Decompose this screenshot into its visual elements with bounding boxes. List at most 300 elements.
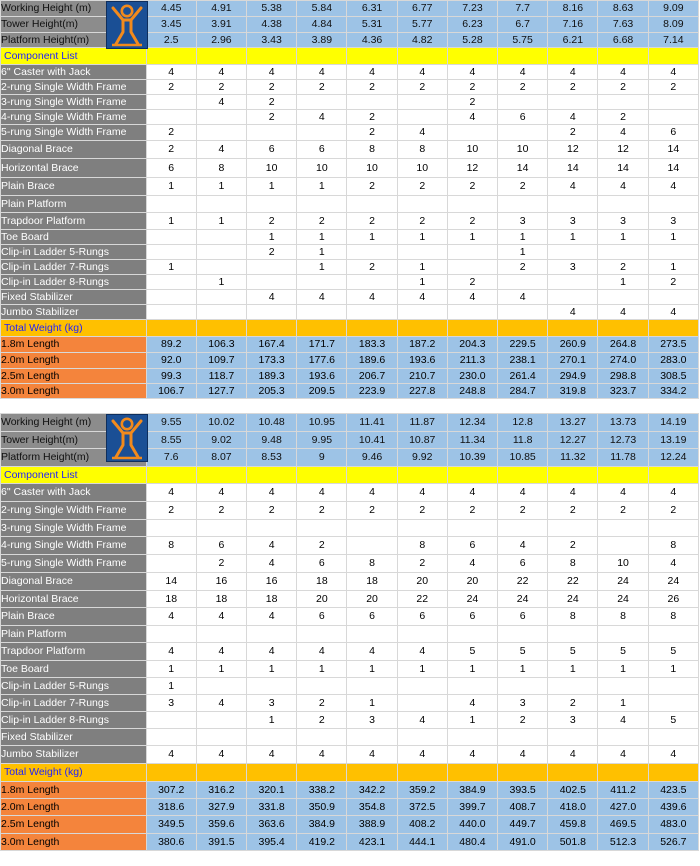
component-qty-cell: 4 [598,125,648,141]
component-qty-cell: 10 [498,141,548,159]
row-label: Jumbo Stabilizer [1,746,147,764]
component-qty-cell [146,196,196,213]
component-qty-cell: 1 [347,661,397,678]
weight-value-cell: 92.0 [146,353,196,369]
weight-value-cell: 118.7 [196,369,246,384]
component-row-4-rung-single-width-frame [1,537,699,555]
weight-value-cell: 206.7 [347,369,397,384]
component-qty-cell: 8 [548,608,598,626]
header-value-cell: 9.09 [648,1,698,17]
weight-value-cell: 411.2 [598,782,648,799]
header-value-cell: 9.02 [196,432,246,449]
weight-value-cell: 327.9 [196,799,246,816]
component-qty-cell: 20 [447,573,497,591]
length-row-2-5m-length [1,816,699,834]
weight-value-cell: 331.8 [247,799,297,816]
weight-value-cell: 395.4 [247,834,297,851]
weight-value-cell: 298.8 [598,369,648,384]
component-row-3-rung-single-width-frame [1,520,699,537]
component-qty-cell: 2 [196,80,246,95]
component-qty-cell [247,729,297,746]
component-qty-cell: 4 [196,65,246,80]
component-qty-cell: 18 [297,573,347,591]
component-qty-cell [548,95,598,110]
component-list-title: Component List [1,48,147,65]
header-value-cell: 8.63 [598,1,648,17]
component-qty-cell [347,275,397,290]
component-qty-cell [247,125,297,141]
component-qty-cell: 1 [146,178,196,196]
component-row-toe-board [1,230,699,245]
component-qty-cell: 4 [498,290,548,305]
component-row-6-caster-with-jack [1,484,699,502]
person-tower-logo-icon [106,1,148,49]
component-qty-cell: 2 [397,502,447,520]
component-qty-cell: 6 [498,110,548,125]
component-qty-cell: 8 [648,537,698,555]
component-qty-cell: 4 [247,555,297,573]
component-qty-cell: 22 [397,591,447,608]
weight-value-cell: 229.5 [498,337,548,353]
component-qty-cell: 2 [598,502,648,520]
component-title-blank [196,467,246,484]
component-qty-cell [648,729,698,746]
component-qty-cell: 14 [648,141,698,159]
row-label: 3.0m Length [1,834,147,851]
component-qty-cell [146,626,196,643]
length-row-3-0m-length [1,384,699,399]
header-value-cell: 5.84 [297,1,347,17]
component-qty-cell: 2 [297,712,347,729]
component-qty-cell [247,196,297,213]
component-qty-cell [347,305,397,320]
row-label: Diagonal Brace [1,573,147,591]
component-qty-cell: 1 [397,275,447,290]
header-value-cell: 9.55 [146,414,196,432]
weight-value-cell: 319.8 [548,384,598,399]
weight-value-cell: 307.2 [146,782,196,799]
component-qty-cell: 14 [146,573,196,591]
component-qty-cell [598,729,648,746]
weight-value-cell: 491.0 [498,834,548,851]
component-row-diagonal-brace [1,573,699,591]
weight-value-cell: 109.7 [196,353,246,369]
component-qty-cell: 4 [598,178,648,196]
component-qty-cell: 2 [297,80,347,95]
component-qty-cell [648,196,698,213]
component-title-blank [146,467,196,484]
component-qty-cell: 1 [498,245,548,260]
component-qty-cell: 4 [498,537,548,555]
component-qty-cell: 2 [146,502,196,520]
component-qty-cell: 2 [447,502,497,520]
component-qty-cell: 6 [447,537,497,555]
component-qty-cell [146,245,196,260]
component-row-trapdoor-platform [1,643,699,661]
row-label: 4-rung Single Width Frame [1,110,147,125]
component-qty-cell: 2 [447,80,497,95]
component-qty-cell [548,290,598,305]
weight-value-cell: 283.0 [648,353,698,369]
weight-value-cell: 342.2 [347,782,397,799]
component-qty-cell: 14 [548,159,598,178]
component-title-blank [247,48,297,65]
weight-value-cell: 408.2 [397,816,447,834]
component-qty-cell [247,520,297,537]
component-row-plain-platform [1,196,699,213]
component-qty-cell: 2 [498,80,548,95]
row-label: Tower Height(m) [1,432,147,449]
component-qty-cell: 3 [548,260,598,275]
header-value-cell: 10.48 [247,414,297,432]
component-qty-cell: 3 [598,213,648,230]
component-qty-cell: 8 [146,537,196,555]
component-qty-cell: 4 [297,746,347,764]
weight-value-cell: 359.2 [397,782,447,799]
header-value-cell: 12.24 [648,449,698,467]
component-title-blank [347,467,397,484]
component-qty-cell [548,245,598,260]
component-qty-cell: 4 [598,65,648,80]
weight-value-cell: 167.4 [247,337,297,353]
component-qty-cell: 2 [548,537,598,555]
component-qty-cell: 1 [498,661,548,678]
component-qty-cell [196,230,246,245]
component-row-toe-board [1,661,699,678]
header-value-cell: 8.09 [648,17,698,33]
component-qty-cell [648,695,698,712]
row-label: 3-rung Single Width Frame [1,520,147,537]
component-qty-cell [297,275,347,290]
header-value-cell: 4.91 [196,1,246,17]
component-title-blank [498,48,548,65]
component-qty-cell [196,678,246,695]
component-qty-cell: 2 [397,80,447,95]
weight-value-cell: 261.4 [498,369,548,384]
row-label: Tower Height(m) [1,17,147,33]
component-qty-cell: 1 [146,260,196,275]
row-label: Clip-in Ladder 8-Rungs [1,712,147,729]
component-qty-cell: 2 [347,80,397,95]
component-qty-cell: 4 [347,290,397,305]
component-qty-cell [447,520,497,537]
component-qty-cell: 1 [247,178,297,196]
weight-value-cell: 338.2 [297,782,347,799]
component-qty-cell [498,729,548,746]
component-qty-cell [598,537,648,555]
header-value-cell: 5.77 [397,17,447,33]
weight-value-cell: 211.3 [447,353,497,369]
component-qty-cell: 2 [297,502,347,520]
component-qty-cell [648,520,698,537]
component-qty-cell: 1 [548,230,598,245]
component-title-blank [397,467,447,484]
component-qty-cell: 4 [648,484,698,502]
header-value-cell: 8.07 [196,449,246,467]
component-qty-cell [146,95,196,110]
component-qty-cell [196,125,246,141]
weight-value-cell: 106.7 [146,384,196,399]
length-row-2-5m-length [1,369,699,384]
component-qty-cell: 4 [247,608,297,626]
component-qty-cell [447,125,497,141]
component-qty-cell: 4 [548,65,598,80]
component-qty-cell: 2 [247,502,297,520]
component-qty-cell: 14 [648,159,698,178]
component-qty-cell: 2 [447,213,497,230]
component-qty-cell [146,729,196,746]
row-label: Trapdoor Platform [1,643,147,661]
component-qty-cell: 10 [247,159,297,178]
weight-value-cell: 248.8 [447,384,497,399]
total-title-blank [247,764,297,782]
header-value-cell: 10.95 [297,414,347,432]
component-title-blank [196,48,246,65]
component-qty-cell [196,196,246,213]
component-qty-cell: 6 [196,537,246,555]
component-qty-cell: 3 [648,213,698,230]
component-qty-cell [548,729,598,746]
component-qty-cell: 6 [447,608,497,626]
component-qty-cell: 2 [146,141,196,159]
component-row-4-rung-single-width-frame [1,110,699,125]
component-qty-cell: 4 [297,110,347,125]
total-title-blank [598,320,648,337]
component-qty-cell: 4 [196,95,246,110]
component-qty-cell [146,110,196,125]
component-title-blank [146,48,196,65]
component-qty-cell: 12 [598,141,648,159]
component-qty-cell: 16 [196,573,246,591]
component-qty-cell: 5 [548,643,598,661]
weight-value-cell: 204.3 [447,337,497,353]
row-label: 3.0m Length [1,384,147,399]
person-tower-logo-icon [106,414,148,462]
header-value-cell: 7.7 [498,1,548,17]
component-qty-cell: 2 [498,260,548,275]
component-qty-cell: 4 [397,125,447,141]
component-qty-cell: 8 [397,537,447,555]
component-title-blank [397,48,447,65]
component-qty-cell: 8 [347,141,397,159]
component-qty-cell [196,712,246,729]
weight-value-cell: 444.1 [397,834,447,851]
row-label: Clip-in Ladder 7-Rungs [1,260,147,275]
component-qty-cell [397,729,447,746]
row-label: Plain Platform [1,196,147,213]
component-qty-cell [347,520,397,537]
component-qty-cell: 4 [447,110,497,125]
component-qty-cell: 6 [297,608,347,626]
weight-value-cell: 210.7 [397,369,447,384]
component-qty-cell: 2 [548,125,598,141]
header-value-cell: 6.7 [498,17,548,33]
weight-value-cell: 512.3 [598,834,648,851]
component-qty-cell: 2 [648,502,698,520]
component-qty-cell: 1 [598,230,648,245]
weight-value-cell: 408.7 [498,799,548,816]
component-qty-cell: 3 [247,695,297,712]
weight-value-cell: 89.2 [146,337,196,353]
component-qty-cell: 1 [598,695,648,712]
header-value-cell: 6.23 [447,17,497,33]
component-qty-cell [648,245,698,260]
component-qty-cell: 1 [297,178,347,196]
header-value-cell: 14.19 [648,414,698,432]
component-qty-cell: 2 [247,80,297,95]
weight-value-cell: 189.3 [247,369,297,384]
header-value-cell: 11.87 [397,414,447,432]
component-qty-cell: 4 [397,746,447,764]
component-qty-cell [648,95,698,110]
component-qty-cell: 4 [598,305,648,320]
weight-value-cell: 423.1 [347,834,397,851]
component-qty-cell: 4 [548,484,598,502]
component-qty-cell: 2 [347,213,397,230]
weight-value-cell: 526.7 [648,834,698,851]
component-qty-cell [247,305,297,320]
component-qty-cell [648,290,698,305]
header-value-cell: 7.23 [447,1,497,17]
header-value-cell: 3.89 [297,33,347,48]
weight-value-cell: 449.7 [498,816,548,834]
row-label: Toe Board [1,230,147,245]
component-qty-cell: 6 [297,141,347,159]
component-qty-cell: 2 [196,502,246,520]
component-qty-cell [397,196,447,213]
component-qty-cell [297,678,347,695]
total-title-blank [347,320,397,337]
component-qty-cell: 10 [297,159,347,178]
component-qty-cell: 4 [548,178,598,196]
row-label: 4-rung Single Width Frame [1,537,147,555]
component-qty-cell: 1 [146,661,196,678]
weight-value-cell: 193.6 [397,353,447,369]
component-qty-cell: 4 [648,178,698,196]
component-qty-cell: 6 [648,125,698,141]
component-qty-cell: 4 [648,65,698,80]
component-qty-cell: 1 [447,661,497,678]
component-qty-cell [548,520,598,537]
component-qty-cell [297,196,347,213]
component-qty-cell [498,196,548,213]
component-qty-cell: 4 [247,290,297,305]
component-qty-cell [146,275,196,290]
header-value-cell: 8.16 [548,1,598,17]
total-title-blank [397,764,447,782]
header-value-cell: 12.73 [598,432,648,449]
weight-value-cell: 391.5 [196,834,246,851]
component-qty-cell: 2 [397,213,447,230]
component-qty-cell [397,520,447,537]
component-row-fixed-stabilizer [1,729,699,746]
component-qty-cell: 1 [247,712,297,729]
component-qty-cell: 4 [347,65,397,80]
header-value-cell: 11.34 [447,432,497,449]
component-qty-cell: 24 [598,591,648,608]
total-title-blank [548,764,598,782]
component-qty-cell: 24 [648,573,698,591]
length-row-1-8m-length [1,782,699,799]
component-qty-cell: 4 [598,746,648,764]
weight-value-cell: 223.9 [347,384,397,399]
component-qty-cell: 1 [297,260,347,275]
component-qty-cell [498,678,548,695]
component-qty-cell: 12 [447,159,497,178]
total-weight-title-row [1,320,699,337]
weight-value-cell: 209.5 [297,384,347,399]
header-value-cell: 4.38 [247,17,297,33]
header-value-cell: 10.02 [196,414,246,432]
header-value-cell: 7.63 [598,17,648,33]
component-qty-cell [196,305,246,320]
row-label: 2-rung Single Width Frame [1,80,147,95]
component-row-jumbo-stabilizer [1,305,699,320]
row-label: Clip-in Ladder 7-Rungs [1,695,147,712]
component-qty-cell [498,626,548,643]
component-qty-cell: 1 [196,661,246,678]
component-qty-cell [297,305,347,320]
component-list-title: Component List [1,467,147,484]
component-qty-cell: 6 [297,555,347,573]
total-title-blank [146,764,196,782]
component-qty-cell: 2 [347,502,397,520]
weight-value-cell: 439.6 [648,799,698,816]
component-qty-cell [297,520,347,537]
total-title-blank [648,320,698,337]
component-qty-cell: 18 [247,591,297,608]
total-weight-title-row [1,764,699,782]
component-qty-cell: 2 [297,213,347,230]
weight-value-cell: 99.3 [146,369,196,384]
component-qty-cell: 4 [397,65,447,80]
weight-value-cell: 384.9 [297,816,347,834]
component-qty-cell [297,95,347,110]
component-qty-cell: 4 [648,746,698,764]
component-qty-cell: 4 [598,712,648,729]
component-qty-cell [196,729,246,746]
weight-value-cell: 459.8 [548,816,598,834]
header-value-cell: 7.16 [548,17,598,33]
weight-value-cell: 320.1 [247,782,297,799]
weight-value-cell: 274.0 [598,353,648,369]
component-qty-cell: 2 [397,555,447,573]
header-value-cell: 8.53 [247,449,297,467]
row-label: 3-rung Single Width Frame [1,95,147,110]
component-qty-cell [447,245,497,260]
row-label: 6" Caster with Jack [1,65,147,80]
weight-value-cell: 173.3 [247,353,297,369]
header-value-cell: 4.45 [146,1,196,17]
component-row-2-rung-single-width-frame [1,502,699,520]
header-value-cell: 6.77 [397,1,447,17]
row-label: 2.0m Length [1,799,147,816]
header-value-cell: 5.31 [347,17,397,33]
component-qty-cell: 3 [347,712,397,729]
component-qty-cell: 4 [247,537,297,555]
component-row-clip-in-ladder-5-rungs [1,245,699,260]
component-qty-cell: 2 [648,275,698,290]
weight-value-cell: 501.8 [548,834,598,851]
total-title-blank [648,764,698,782]
component-row-clip-in-ladder-5-rungs [1,678,699,695]
row-label: Platform Height(m) [1,449,147,467]
component-qty-cell [347,729,397,746]
component-qty-cell: 18 [146,591,196,608]
weight-value-cell: 388.9 [347,816,397,834]
scaffold-spec-table-2 [0,413,699,851]
component-qty-cell: 1 [447,712,497,729]
